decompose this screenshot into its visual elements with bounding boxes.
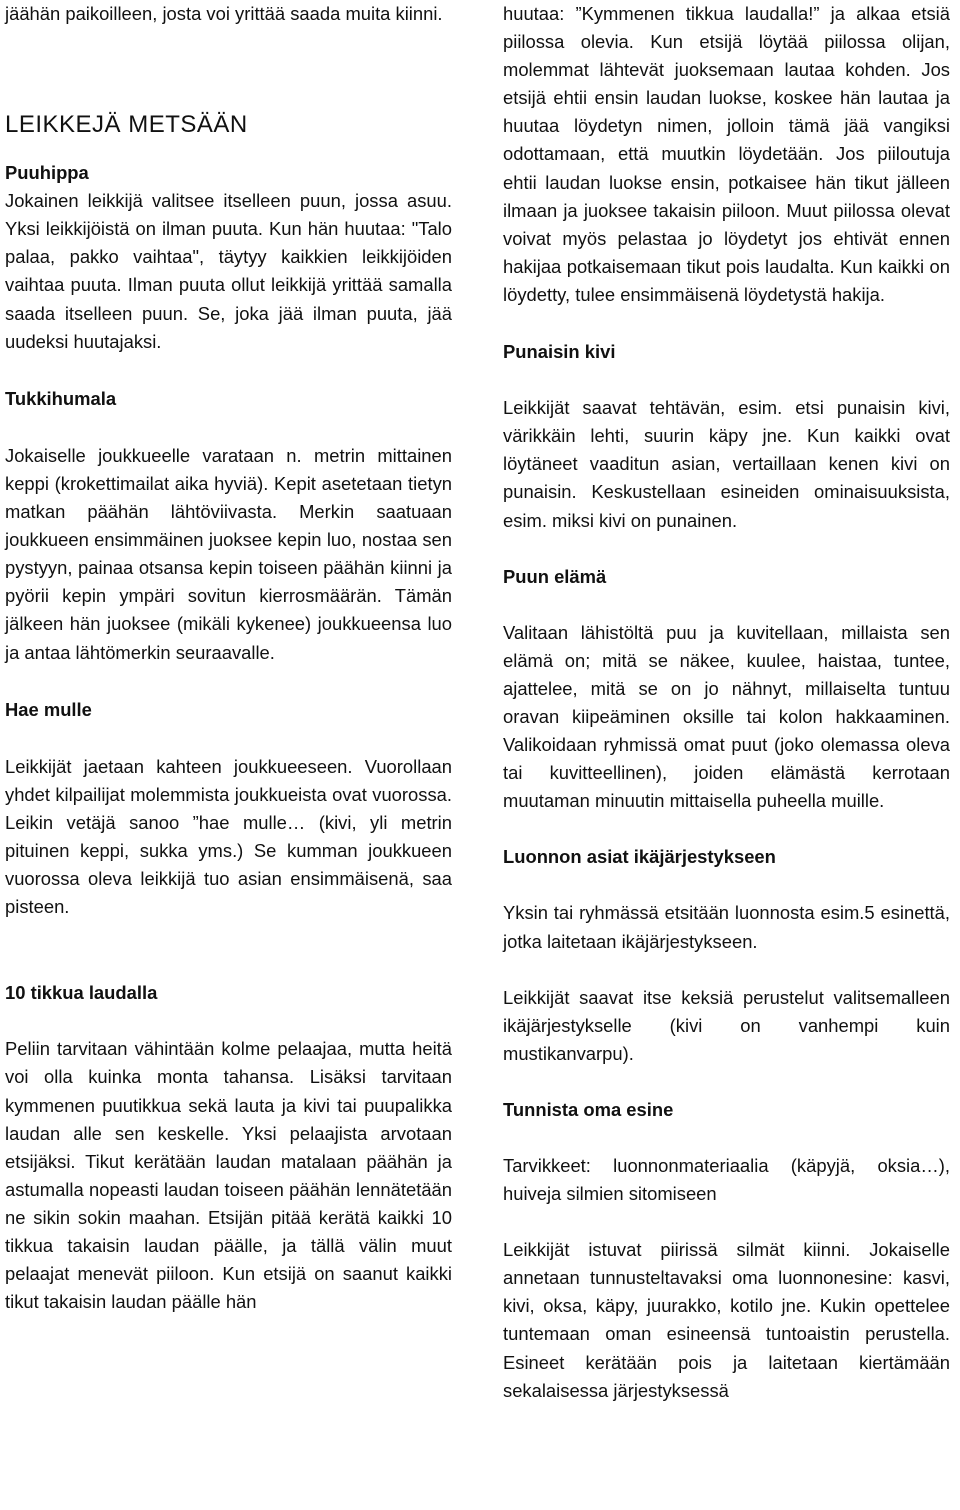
heading-puuhippa: Puuhippa [5, 162, 89, 184]
right-column [503, 0, 950, 1405]
heading-tukkihumala: Tukkihumala [5, 387, 117, 409]
heading-puun-elama: Puun elämä [503, 565, 607, 587]
text-tunnista-esine-2: Leikkijät istuvat piirissä silmät kiinni. Jokaiselle annetaan tunnusteltavaksi oma luonnonesine: kasvi, kivi, oksa, käpy, juurakko, kotilo jne. Kukin opettelee tuntemaan oman esineensä tuntoaistin perustella. Esineet kerätään pois ja laitetaan kiertämään sekalaisessa järjestyksessä [503, 1239, 950, 1401]
text-puuhippa: Jokainen leikkijä valitsee itselleen puun, jossa asuu. Yksi leikkijöistä on ilman puuta. Kun hän huutaa: "Talo palaa, pakko vaihtaa", täytyy kaikkien leikkijöiden vaihtaa puuta. Ilman puuta ollut leikkijä yrittää samalla saada itselleen puun. Se, joka jää ilman puuta, jää uudeksi huutajaksi. [5, 190, 452, 352]
text-tunnista-esine-1: Tarvikkeet: luonnonmateriaalia (käpyjä, oksia…), huiveja silmien sitomiseen [503, 1155, 950, 1205]
heading-tunnista-esine: Tunnista oma esine [503, 1098, 674, 1120]
intro-text: jäähän paikoilleen, josta voi yrittää saada muita kiinni. [5, 3, 443, 24]
text-puun-elama: Valitaan lähistöltä puu ja kuvitellaan, millaista sen elämä on; mitä se näkee, kuulee, haistaa, tuntee, ajattelee, mitä se on jo nähnyt, millaiselta tuntuu oravan kiipeäminen oksille tai kolon hakkaaminen. Valikoidaan ryhmissä omat puut (joko olemassa oleva tai kuvitteellinen), joiden elämästä kerrotaan muutaman minuutin mittaisella puheella muille. [503, 621, 950, 812]
text-ikajarjestys-1: Yksin tai ryhmässä etsitään luonnosta esim.5 esinettä, jotka laitetaan ikäjärjestykseen. [503, 902, 950, 952]
heading-10-tikkua: 10 tikkua laudalla [5, 982, 158, 1004]
heading-punaisin-kivi: Punaisin kivi [503, 341, 616, 363]
text-10-tikkua-continued: huutaa: ”Kymmenen tikkua laudalla!” ja alkaa etsiä piilossa olevia. Kun etsijä löytää piilossa olijan, molemmat lähtevät juoksemaan lautaa kohden. Jos etsijä ehtii ensin laudan luokse, koskee hän lautaa ja huutaa löydetyn nimen, jolloin tämä jää vangiksi odottamaan, että muutkin löydetään. Jos piiloutuja ehtii laudan luokse ensin, potkaisee hän tikut jälleen ilmaan ja juoksee takaisin piiloon. Muut piilossa olevat voivat myös pelastaa jo löydetyt jos ehtivät ennen hakijaa potkaisemaan tikut pois laudalta. Kun kaikki on löydetty, tulee ensimmäisenä löydetystä hakija. [503, 3, 950, 305]
page-title: LEIKKEJÄ METSÄÄN [5, 111, 248, 139]
text-tukkihumala: Jokaiselle joukkueelle varataan n. metrin mittainen keppi (krokettimailat aika hyviä). Kepit asetetaan tietyn matkan päähän lähtöviivasta. Merkin saatuaan joukkueen ensimmäinen juoksee kepin luo, nostaa sen pystyyn, painaa otsansa kepin toiseen päähän kiinni ja pyörii kepin ympäri sovitun kierrosmäärän. Tämän jälkeen hän juoksee (mikäli kykenee) joukkueensa luo ja antaa lähtömerkin seuraavalle. [5, 444, 452, 663]
text-hae-mulle: Leikkijät jaetaan kahteen joukkueeseen. Vuorollaan yhdet kilpailijat molemmista joukkueista ovat vuorossa. Leikin vetäjä sanoo ”hae mulle… (kivi, yli metrin pituinen keppi, sukka yms.) Se kumman joukkueen vuorossa oleva leikkijä tuo asian ensimmäisenä, saa pisteen. [5, 755, 452, 918]
heading-ikajarjestys: Luonnon asiat ikäjärjestykseen [503, 846, 776, 868]
heading-hae-mulle: Hae mulle [5, 698, 92, 720]
text-punaisin-kivi: Leikkijät saavat tehtävän, esim. etsi punaisin kivi, värikkäin lehti, suurin käpy jne. Kun kaikki ovat löytäneet vaaditun asian, vertaillaan kenen kivi on punaisin. Keskustellaan esineiden ominaisuuksista, esim. miksi kivi on punainen. [503, 397, 950, 531]
left-column [5, 0, 452, 1316]
text-ikajarjestys-2: Leikkijät saavat itse keksiä perustelut valitsemalleen ikäjärjestykselle (kivi on vanhempi kuin mustikanvarpu). [503, 986, 950, 1064]
text-10-tikkua: Peliin tarvitaan vähintään kolme pelaajaa, mutta heitä voi olla kuinka monta tahansa. Lisäksi tarvitaan kymmenen puutikkua sekä lauta ja kivi tai puupalikka laudan alle sen keskelle. Yksi pelaajista arvotaan etsijäksi. Tikut kerätään laudan matalaan päähän ja astumalla nopeasti laudan toiseen päähän lennätetään ne sikin sokin maahan. Etsijän pitää kerätä kaikki 10 tikkua takaisin laudan päälle, ja tällä välin muut pelaajat menevät piiloon. Kun etsijä on saanut kaikki tikut takaisin laudan päälle hän [5, 1038, 452, 1313]
